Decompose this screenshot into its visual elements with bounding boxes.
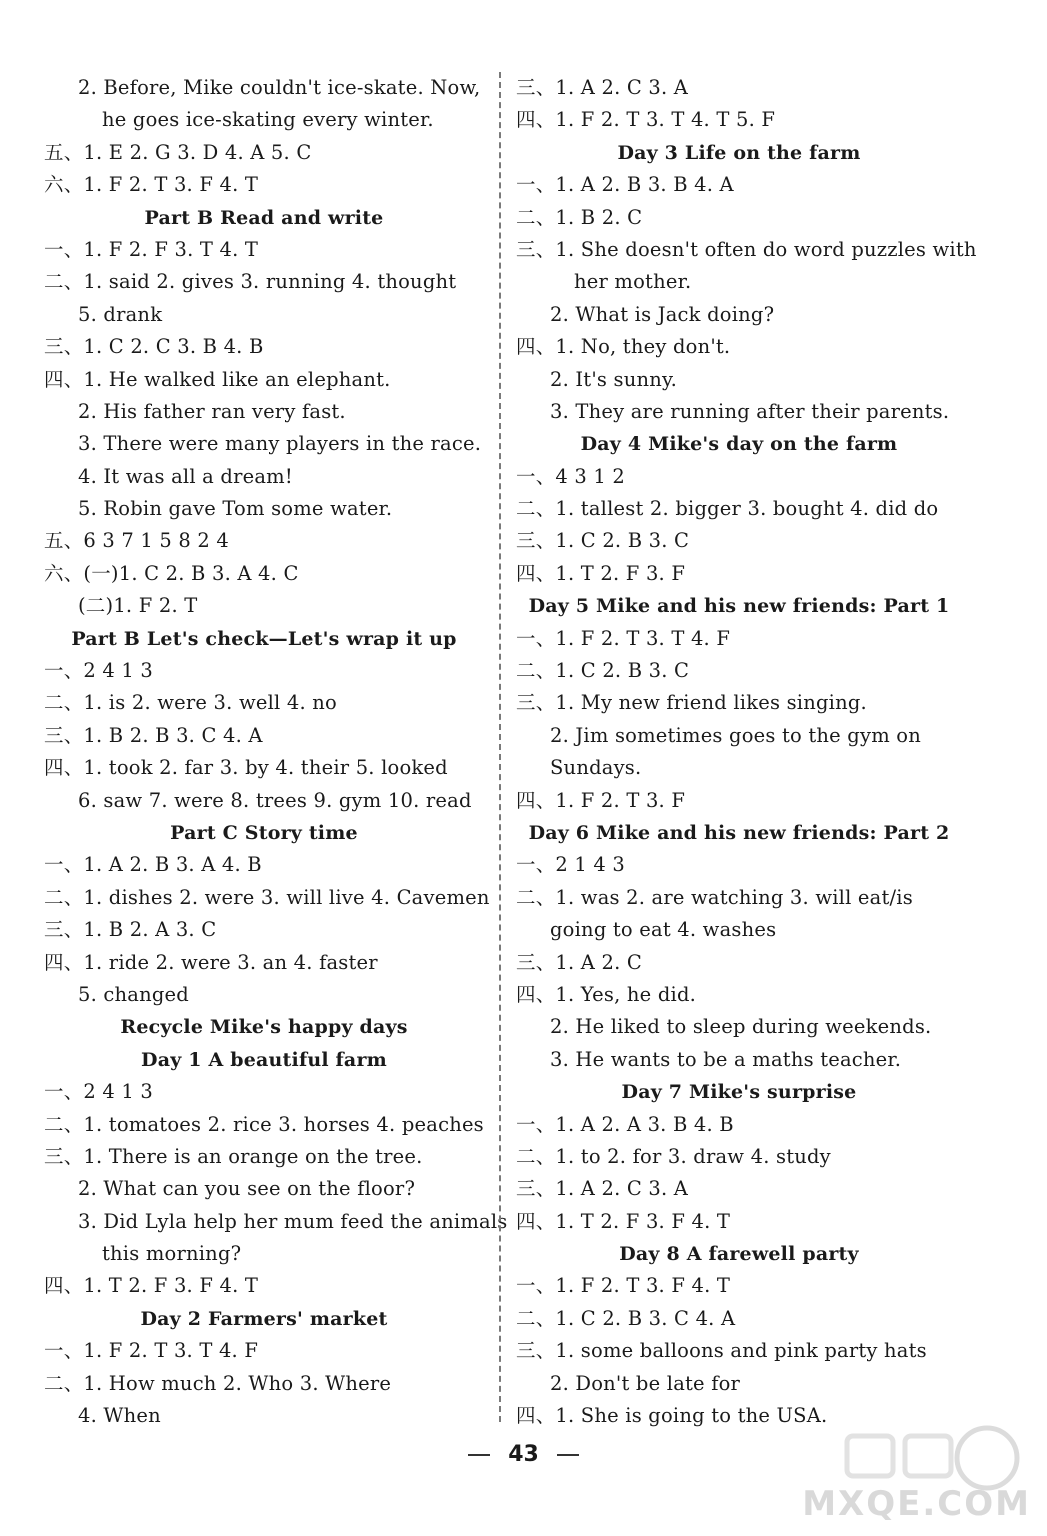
- answer-line: 三、1. There is an orange on the tree.: [44, 1144, 423, 1168]
- answer-line: 四、1. No, they don't.: [516, 335, 731, 359]
- answer-line: 四、1. T 2. F 3. F 4. T: [516, 1209, 731, 1233]
- section-heading: Day 3 Life on the farm: [617, 141, 861, 164]
- section-heading: Part B Let's check—Let's wrap it up: [71, 627, 457, 650]
- answer-line: Sundays.: [550, 756, 642, 780]
- answer-line: 二、1. is 2. were 3. well 4. no: [44, 691, 337, 715]
- watermark-logo: [802, 1418, 1037, 1528]
- answer-line: 2. His father ran very fast.: [78, 399, 346, 423]
- answer-line: 五、6 3 7 1 5 8 2 4: [44, 529, 230, 553]
- section-heading: Day 1 A beautiful farm: [141, 1048, 387, 1071]
- answer-line: 三、1. B 2. B 3. C 4. A: [44, 723, 263, 747]
- answer-line: 三、1. A 2. C: [516, 950, 643, 974]
- answer-line: 三、1. A 2. C 3. A: [516, 76, 689, 99]
- answer-line: 5. drank: [78, 302, 163, 326]
- answer-line: 2. What is Jack doing?: [550, 302, 775, 326]
- answer-line: 一、4 3 1 2: [516, 464, 626, 488]
- answer-line: 3. Did Lyla help her mum feed the animals: [78, 1209, 508, 1233]
- answer-line: he goes ice-skating every winter.: [102, 108, 434, 132]
- answer-line: 一、1. A 2. B 3. B 4. A: [516, 173, 734, 197]
- answer-line: 3. They are running after their parents.: [550, 399, 950, 423]
- answer-line: 三、1. C 2. C 3. B 4. B: [44, 335, 264, 359]
- answer-line: 四、1. F 2. T 3. F: [516, 788, 686, 812]
- answer-line: 2. Before, Mike couldn't ice-skate. Now,: [78, 76, 481, 99]
- answer-line: 一、1. F 2. T 3. T 4. F: [516, 626, 731, 650]
- answer-line: 一、2 4 1 3: [44, 659, 154, 683]
- answer-line: 三、1. A 2. C 3. A: [516, 1177, 689, 1201]
- answer-line: 二、1. dishes 2. were 3. will live 4. Cavemen: [44, 885, 490, 909]
- answer-line: 一、2 1 4 3: [516, 853, 626, 877]
- answer-line: 三、1. B 2. A 3. C: [44, 918, 217, 942]
- section-heading: Day 4 Mike's day on the farm: [580, 433, 898, 456]
- answer-line: 一、1. F 2. F 3. T 4. T: [44, 237, 259, 261]
- answer-line: 二、1. C 2. B 3. C: [516, 659, 690, 683]
- footer-dash-right: [557, 1454, 579, 1456]
- answer-line: 一、1. A 2. B 3. A 4. B: [44, 853, 262, 877]
- answer-line: 一、1. A 2. A 3. B 4. B: [516, 1112, 734, 1136]
- answer-line: 四、1. F 2. T 3. T 4. T 5. F: [516, 108, 776, 132]
- answer-line: this morning?: [102, 1242, 242, 1266]
- footer-dash-left: [468, 1454, 490, 1456]
- answer-line: 四、1. She is going to the USA.: [516, 1404, 828, 1428]
- answer-line: 4. It was all a dream!: [78, 464, 293, 488]
- section-heading: Part B Read and write: [144, 206, 384, 229]
- section-heading: Day 2 Farmers' market: [140, 1307, 388, 1330]
- answer-line: her mother.: [574, 270, 692, 294]
- answer-line: 二、1. C 2. B 3. C 4. A: [516, 1306, 736, 1330]
- answer-line: 四、1. T 2. F 3. F: [516, 561, 686, 585]
- page-number: 43: [508, 1442, 539, 1467]
- section-heading: Day 6 Mike and his new friends: Part 2: [528, 821, 950, 844]
- answer-line: 三、1. some balloons and pink party hats: [516, 1339, 927, 1363]
- answer-line: 四、1. ride 2. were 3. an 4. faster: [44, 950, 378, 974]
- section-heading: Day 5 Mike and his new friends: Part 1: [528, 595, 950, 618]
- answer-line: 二、1. tomatoes 2. rice 3. horses 4. peaches: [44, 1112, 484, 1136]
- answer-line: 3. He wants to be a maths teacher.: [550, 1047, 902, 1071]
- answer-line: 一、2 4 1 3: [44, 1080, 154, 1104]
- answer-line: 二、1. was 2. are watching 3. will eat/is: [516, 885, 913, 909]
- section-heading: Day 8 A farewell party: [619, 1243, 859, 1266]
- answer-line: 二、1. said 2. gives 3. running 4. thought: [44, 270, 457, 294]
- section-heading: Day 7 Mike's surprise: [621, 1081, 857, 1104]
- answer-line: 五、1. E 2. G 3. D 4. A 5. C: [44, 140, 312, 164]
- section-heading: Part C Story time: [170, 821, 358, 844]
- answer-line: 六、(一)1. C 2. B 3. A 4. C: [44, 561, 299, 585]
- answer-line: 2. It's sunny.: [550, 367, 678, 391]
- answer-line: 一、1. F 2. T 3. T 4. F: [44, 1339, 259, 1363]
- answer-line: 3. There were many players in the race.: [78, 432, 482, 456]
- answer-line: 2. Don't be late for: [550, 1371, 741, 1395]
- column-divider: [499, 72, 501, 1422]
- answer-column-left: [44, 72, 508, 1432]
- answer-line: 5. changed: [78, 982, 189, 1006]
- answer-line: 六、1. F 2. T 3. F 4. T: [44, 173, 259, 197]
- answer-line: 二、1. to 2. for 3. draw 4. study: [516, 1144, 831, 1168]
- answer-line: 6. saw 7. were 8. trees 9. gym 10. read: [78, 788, 472, 812]
- answer-line: 三、1. She doesn't often do word puzzles with: [516, 237, 977, 261]
- answer-line: 二、1. B 2. C: [516, 205, 643, 229]
- answer-line: 三、1. C 2. B 3. C: [516, 529, 690, 553]
- answer-line: 四、1. took 2. far 3. by 4. their 5. looked: [44, 756, 448, 780]
- answer-line: 2. He liked to sleep during weekends.: [550, 1015, 932, 1039]
- answer-line: 4. When: [78, 1404, 161, 1428]
- answer-column-right: [516, 72, 977, 1432]
- watermark-text: MXQE.COM: [802, 1484, 1031, 1524]
- answer-line: 5. Robin gave Tom some water.: [78, 497, 393, 521]
- answer-line: 2. What can you see on the floor?: [78, 1177, 416, 1201]
- answer-line: (二)1. F 2. T: [78, 594, 198, 618]
- answer-line: 2. Jim sometimes goes to the gym on: [550, 723, 921, 747]
- answer-line: 二、1. How much 2. Who 3. Where: [44, 1371, 392, 1395]
- answer-line: 四、1. Yes, he did.: [516, 982, 697, 1006]
- section-heading: Recycle Mike's happy days: [120, 1016, 408, 1039]
- answer-line: going to eat 4. washes: [550, 918, 777, 942]
- answer-line: 二、1. tallest 2. bigger 3. bought 4. did do: [516, 497, 939, 521]
- answer-line: 四、1. He walked like an elephant.: [44, 367, 391, 391]
- answer-line: 三、1. My new friend likes singing.: [516, 691, 867, 715]
- answer-line: 四、1. T 2. F 3. F 4. T: [44, 1274, 259, 1298]
- answer-line: 一、1. F 2. T 3. F 4. T: [516, 1274, 731, 1298]
